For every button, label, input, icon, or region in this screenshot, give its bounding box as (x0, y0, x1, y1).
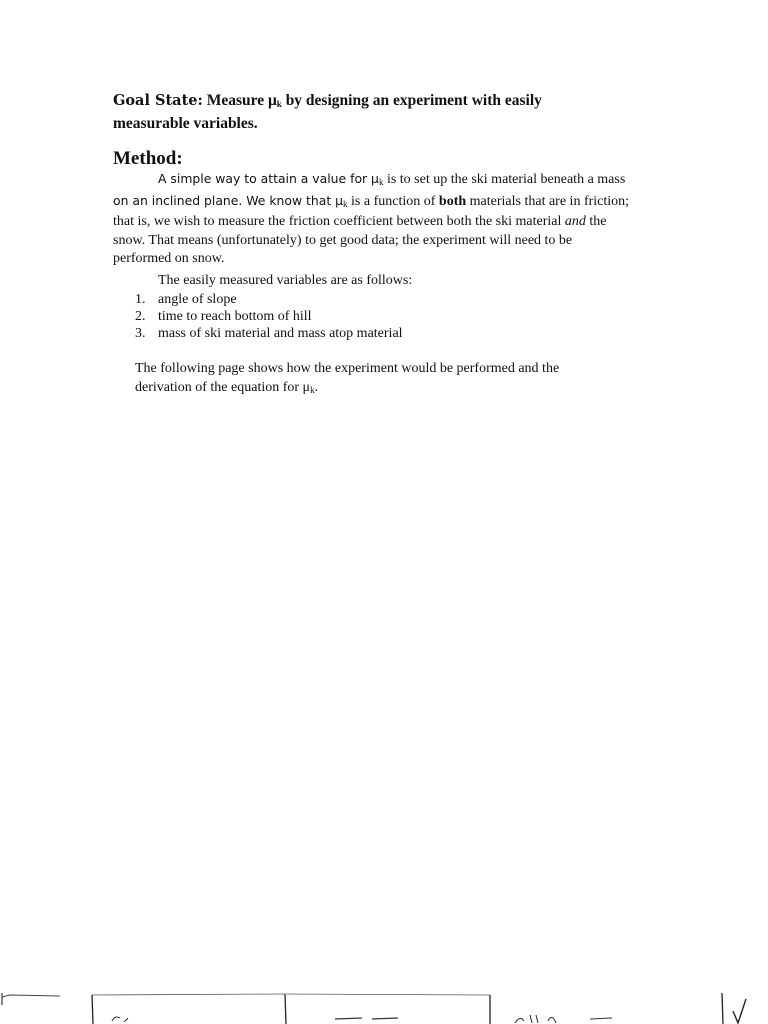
scan-scribble-3 (515, 1015, 612, 1023)
para-line-1-sub: k (378, 177, 384, 187)
list-text: mass of ski material and mass atop material (158, 326, 403, 341)
para-line-2-bold: both (438, 193, 467, 209)
scan-vertical-1 (92, 995, 93, 1024)
para-line-2-sub: k (343, 198, 348, 209)
para-line-2-c: materials that are in friction; (466, 193, 630, 209)
list-text: angle of slope (158, 292, 237, 307)
variables-intro: The easily measured variables are as follows: (158, 273, 413, 288)
variables-list (113, 291, 403, 342)
following-line-2-a: derivation of the equation for μ (135, 379, 311, 395)
para-line-2-b: is a function of (347, 193, 439, 209)
list-text: time to reach bottom of hill (158, 309, 312, 324)
scan-horizontal-1 (92, 994, 285, 995)
scan-scribble-2 (335, 1018, 398, 1019)
scan-scribble-4 (733, 999, 746, 1023)
scan-vertical-2 (285, 994, 286, 1024)
scan-line-left (2, 995, 60, 997)
goal-subscript: k (276, 99, 282, 109)
list-number: 1. (135, 292, 146, 307)
para-line-2-a: on an inclined plane. We know that μ (113, 192, 344, 208)
following-line-2-b: . (314, 379, 319, 395)
scan-horizontal-2 (286, 994, 490, 995)
list-item (113, 291, 403, 308)
scan-vertical-4 (722, 993, 723, 1024)
following-line-2-sub: k (310, 384, 315, 395)
list-number: 3. (135, 326, 146, 341)
para-line-1-a: A simple way to attain a value for μ (158, 171, 379, 186)
scanned-handwriting-strip (0, 985, 768, 1024)
method-paragraph (113, 170, 653, 269)
following-paragraph (135, 360, 635, 399)
para-line-1-b: is to set up the ski material beneath a mass (383, 172, 626, 187)
goal-label: Goal State: (113, 92, 203, 109)
list-item (113, 308, 403, 325)
para-line-4: snow. That means (unfortunately) to get good data; the experiment will need to be (113, 232, 573, 248)
para-line-5: performed on snow. (113, 251, 225, 267)
goal-text-line2: measurable variables. (113, 115, 258, 132)
scan-scribble-1 (112, 1017, 128, 1022)
list-number: 2. (135, 309, 146, 324)
para-line-3-a: that is, we wish to measure the friction coefficient between both the ski material (113, 214, 565, 230)
para-line-3-italic: and (564, 214, 586, 230)
para-line-3-b: the (585, 214, 607, 230)
goal-statement (113, 91, 713, 134)
method-heading: Method: (113, 148, 183, 169)
following-line-1: The following page shows how the experiment would be performed and the (135, 361, 560, 376)
goal-text-post: by designing an experiment with easily (281, 92, 542, 109)
goal-text-pre: Measure μ (206, 92, 277, 109)
list-item (113, 325, 403, 342)
